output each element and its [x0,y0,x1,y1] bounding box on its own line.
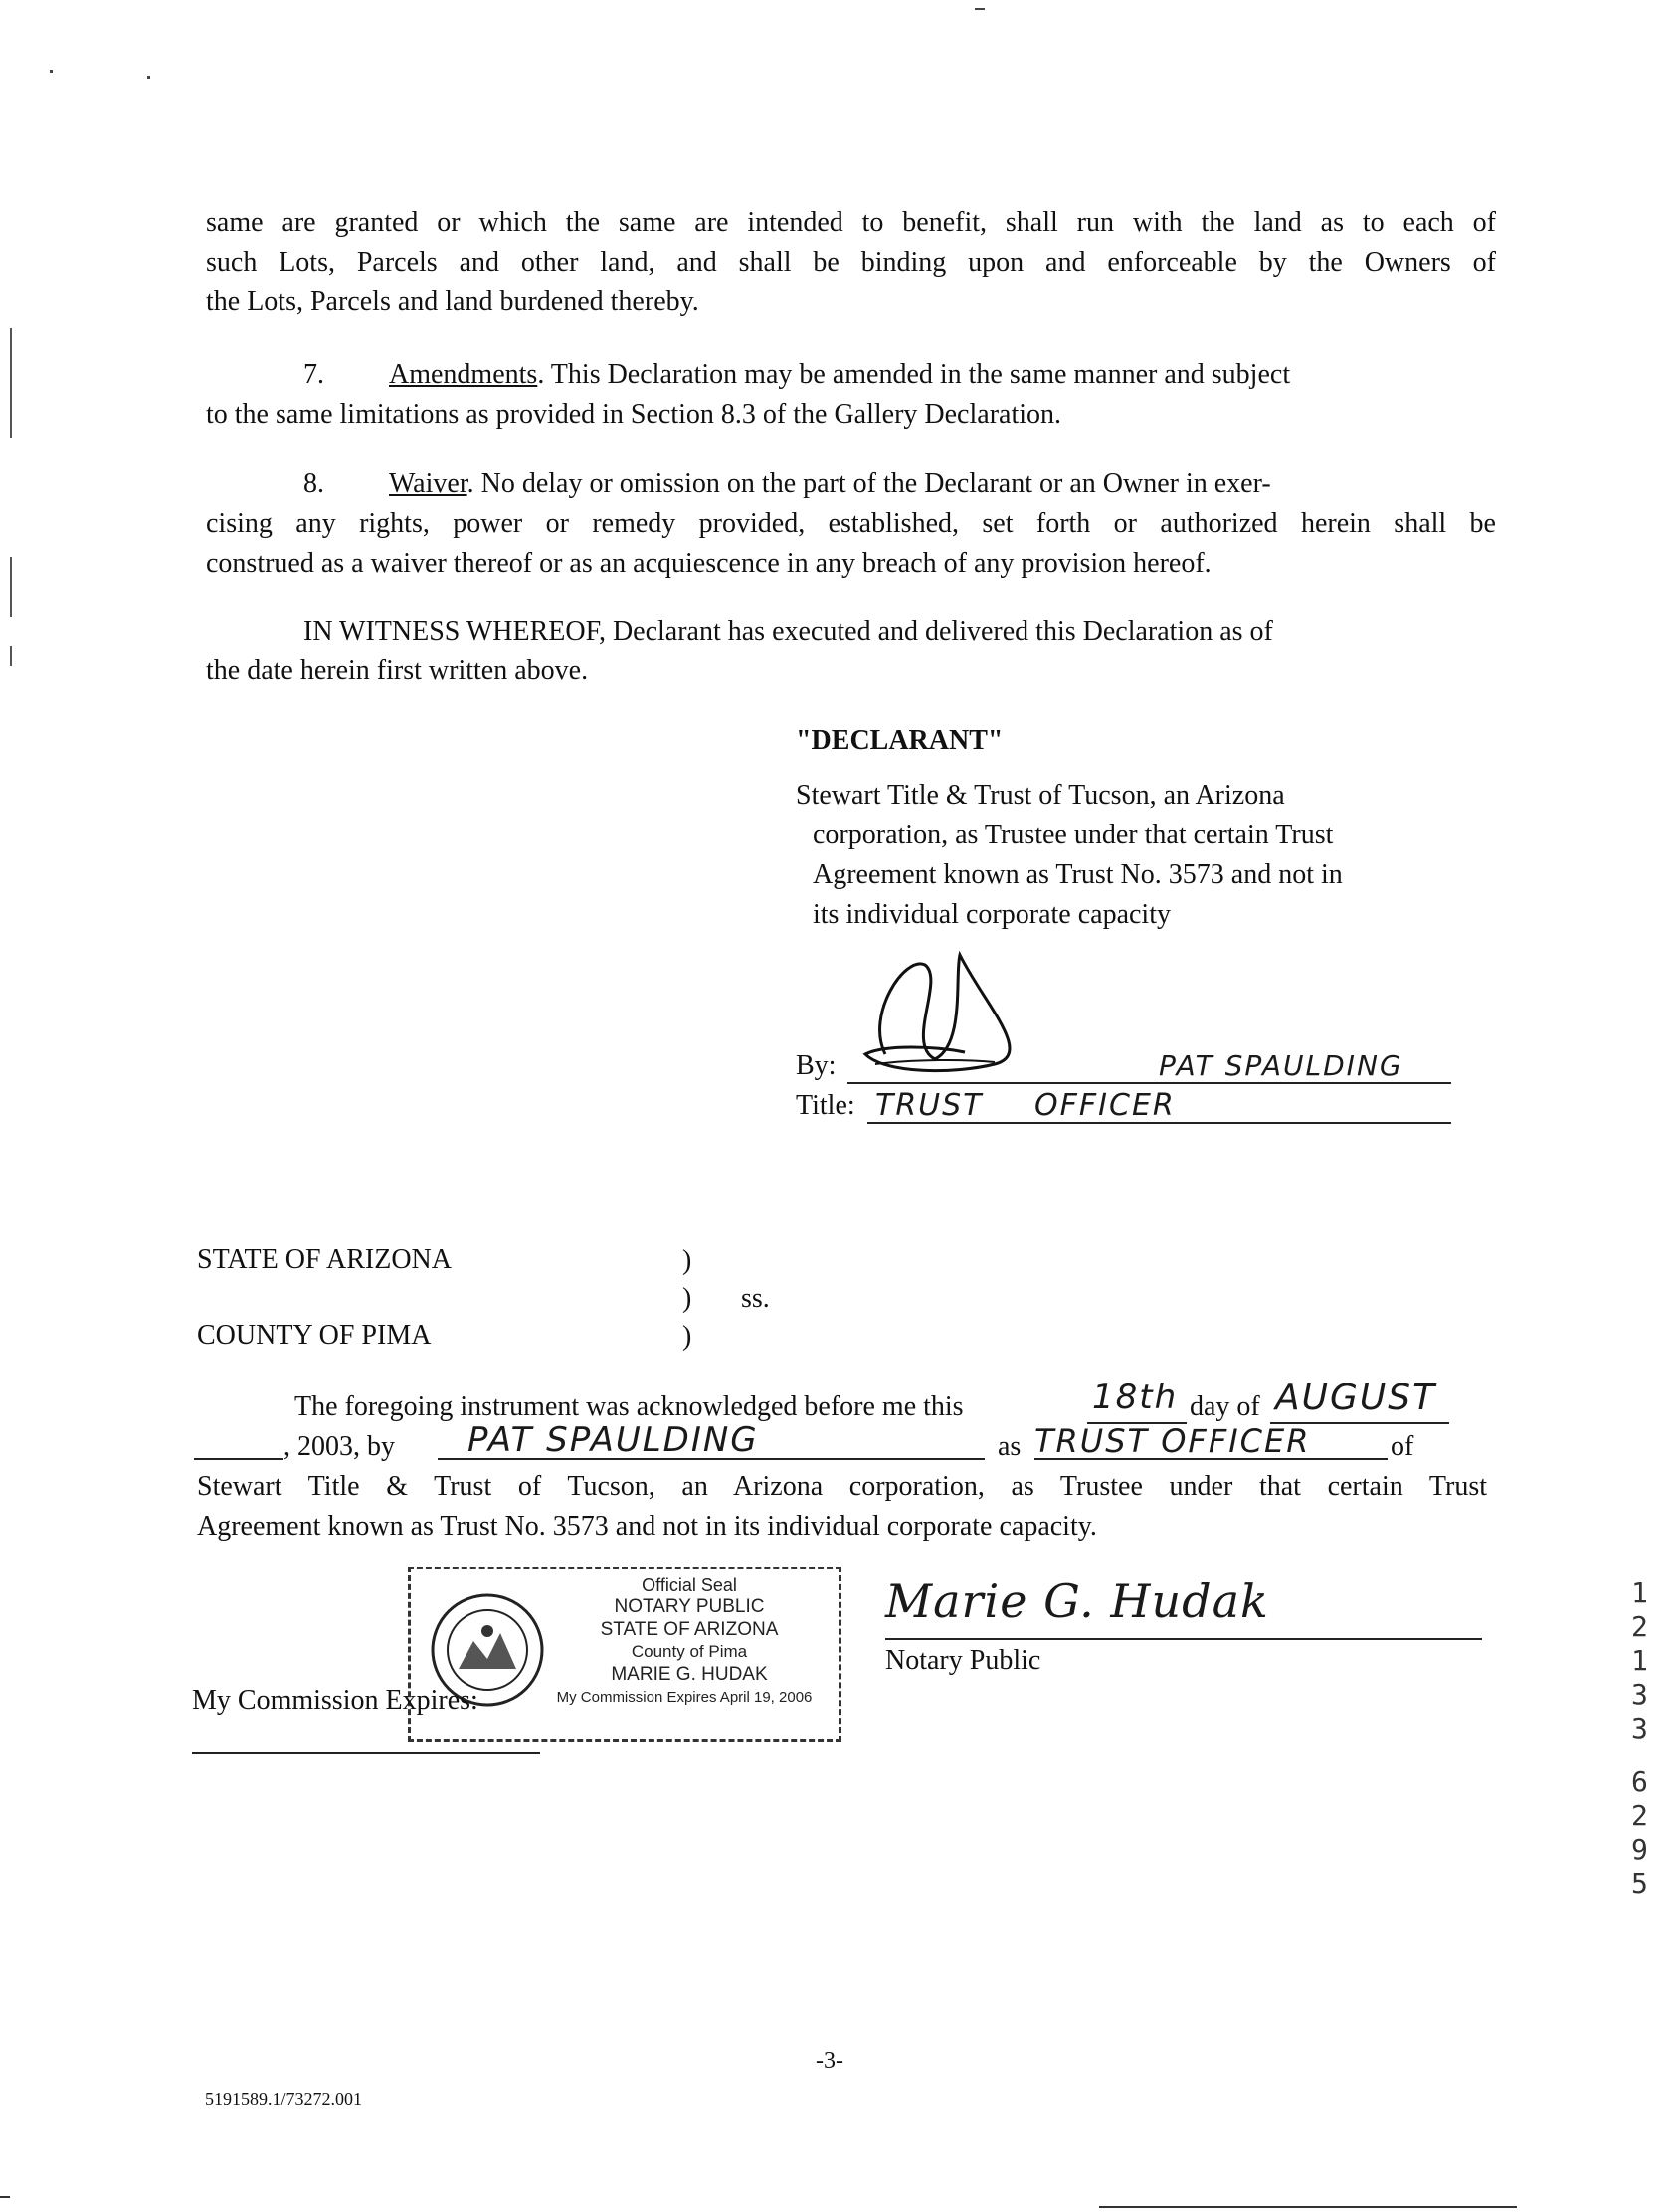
margin-digit: 2 [1631,1610,1648,1643]
ack-text: of [1391,1431,1414,1462]
by-signature-line [847,1082,1451,1084]
ack-text: , 2003, by [283,1431,395,1462]
section-8-line: construed as a waiver thereof or as an acquiescence in any breach of any provision hereof. [206,548,1212,579]
section-7-first-line [303,355,1497,395]
declarant-line: Agreement known as Trust No. 3573 and not in [813,859,1343,890]
seal-text: STATE OF ARIZONA [600,1619,779,1640]
commission-blank [192,1752,540,1754]
document-id: 5191589.1/73272.001 [205,2089,363,2109]
section-7-text: . This Declaration may be amended in the same manner and subject [537,359,1291,390]
capacity-handwritten: TRUST OFFICER [1034,1422,1311,1460]
section-7-line: to the same limitations as provided in Section 8.3 of the Gallery Declaration. [206,399,1062,430]
ack-text: The foregoing instrument was acknowledged before me this [294,1391,964,1422]
seal-text: NOTARY PUBLIC [614,1596,765,1617]
seal-text: My Commission Expires April 19, 2006 [556,1689,813,1706]
declarant-heading: "DECLARANT" [796,725,1004,756]
witness-line: the date herein first written above. [206,655,589,686]
scan-speck [50,70,53,73]
section-8-line: cising any rights, power or remedy provided, established, set forth or authorized herein shall be [206,508,1496,539]
margin-digit: 1 [1631,1576,1648,1609]
margin-digit: 3 [1631,1678,1648,1711]
margin-tick [10,557,12,617]
margin-digit: 6 [1631,1765,1648,1798]
section-8-number: 8. [303,468,324,499]
person-handwritten: PAT SPAULDING [467,1420,759,1460]
title-label: Title: [796,1090,855,1121]
seal-text: County of Pima [631,1642,748,1661]
declarant-line: its individual corporate capacity [813,899,1171,930]
by-label: By: [796,1050,837,1081]
venue-paren: ) [682,1245,692,1276]
section-8-heading: Waiver [389,468,467,499]
margin-digit: 3 [1631,1712,1648,1745]
margin-recording-number [1631,1576,1661,1901]
margin-digit: 2 [1631,1799,1648,1832]
venue-ss: ss. [741,1283,770,1314]
ack-text: day of [1190,1391,1260,1422]
ack-line: Agreement known as Trust No. 3573 and not in its individual corporate capacity. [197,1511,1097,1542]
para-continuation-line: such Lots, Parcels and other land, and shall be binding upon and enforceable by the Owners of [206,247,1496,277]
margin-tick [10,328,12,438]
bottom-rule-left [0,2196,10,2198]
para-continuation-line: the Lots, Parcels and land burdened thereby. [206,286,699,317]
venue-paren: ) [682,1283,692,1314]
margin-digit: 9 [1631,1833,1648,1866]
seal-text: Official Seal [642,1575,737,1595]
notary-public-label: Notary Public [885,1645,1041,1676]
para-continuation-line: same are granted or which the same are intended to benefit, shall run with the land as to each of [206,207,1496,238]
month-blank-continued [194,1458,283,1460]
section-8-first-line [303,464,1497,504]
venue-paren: ) [682,1321,692,1352]
ack-line: Stewart Title & Trust of Tucson, an Arizona corporation, as Trustee under that certain Trust [197,1471,1487,1502]
day-handwritten: 18th [1092,1378,1179,1417]
by-name-handwritten: PAT SPAULDING [1159,1049,1403,1082]
scan-speck [975,8,985,10]
venue-state: STATE OF ARIZONA [197,1244,452,1275]
scan-speck [147,76,150,79]
page-number: -3- [816,2048,843,2074]
notary-signature-line [885,1638,1482,1640]
ack-text: as [998,1431,1022,1462]
margin-digit: 5 [1631,1867,1648,1900]
section-8-text: . No delay or omission on the part of the Declarant or an Owner in exer- [466,468,1271,499]
declarant-line: Stewart Title & Trust of Tucson, an Arizona [796,780,1285,811]
commission-label: My Commission Expires: [192,1685,478,1716]
witness-line: IN WITNESS WHEREOF, Declarant has executed and delivered this Declaration as of [303,616,1273,646]
section-7-heading: Amendments [389,359,538,390]
declarant-line: corporation, as Trustee under that certain Trust [813,820,1334,850]
bottom-rule [1099,2206,1517,2208]
month-handwritten: AUGUST [1275,1378,1437,1418]
title-handwritten: TRUST OFFICER [875,1088,1176,1123]
seal-text: MARIE G. HUDAK [611,1664,768,1685]
venue-county: COUNTY OF PIMA [197,1320,432,1351]
notary-signature: Marie G. Hudak [885,1574,1269,1628]
margin-tick [10,646,12,666]
margin-digit: 1 [1631,1644,1648,1677]
trustee-signature [845,935,1044,1084]
section-7-number: 7. [303,359,324,390]
